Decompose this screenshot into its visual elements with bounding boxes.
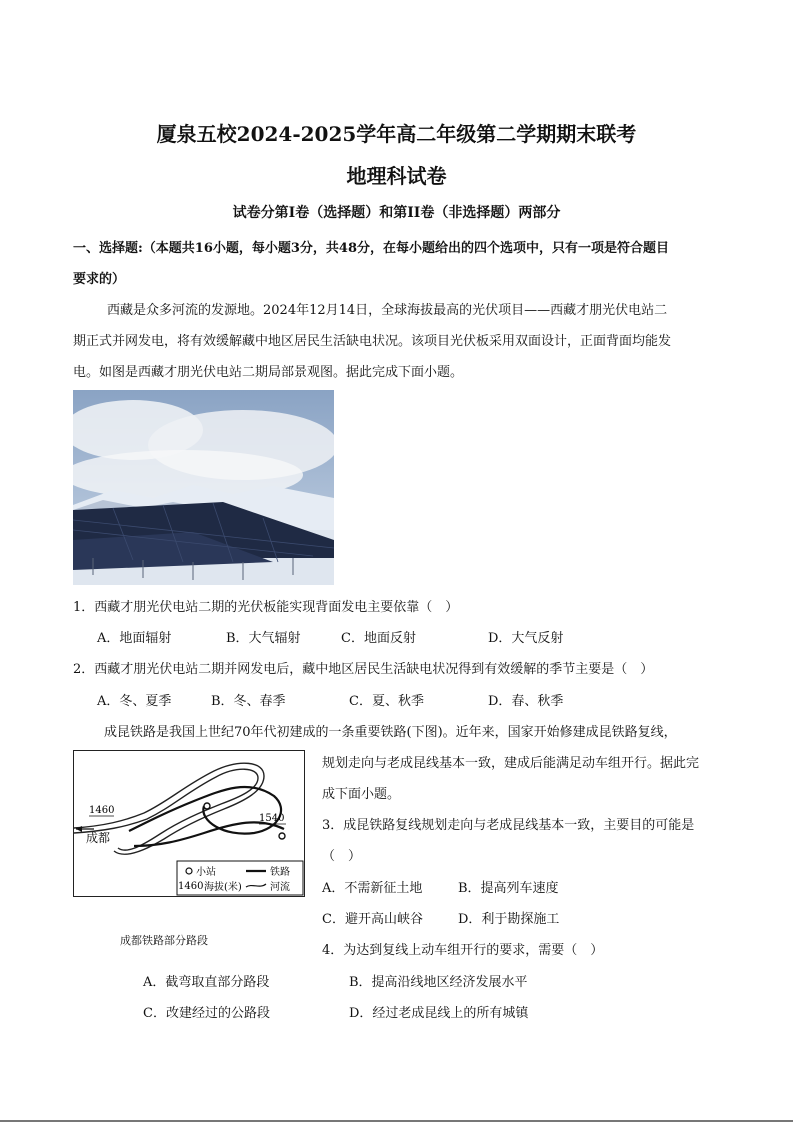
question-3-option-d[interactable]: D．利于勘探施工 — [458, 912, 560, 927]
passage1-line2: 期正式并网发电，将有效缓解藏中地区居民生活缺电状况。该项目光伏板采用双面设计，正面背面均能发 — [73, 334, 672, 349]
legend-elev-value: 1460 — [178, 881, 204, 892]
exam-title: 厦泉五校2024-2025学年高二年级第二学期期末联考 — [156, 122, 637, 146]
question-4-option-b[interactable]: B．提高沿线地区经济发展水平 — [349, 975, 528, 990]
question-2-stem: 2．西藏才朋光伏电站二期并网发电后，藏中地区居民生活缺电状况得到有效缓解的季节主要是（ ） — [73, 662, 654, 677]
exam-subject: 地理科试卷 — [346, 164, 447, 188]
station-marker — [204, 803, 210, 809]
question-3-option-a[interactable]: A．不需新征土地 — [322, 881, 423, 896]
map-city-label: 成都 — [86, 831, 111, 845]
legend-station: 小站 — [196, 867, 216, 878]
legend-elev: 海拔(米) — [204, 882, 242, 893]
map-elev-right: 1540 — [259, 813, 285, 824]
passage2-line1: 成昆铁路是我国上世纪70年代初建成的一条重要铁路(下图)。近年来，国家开始修建成昆铁路复线， — [104, 725, 677, 740]
legend-station-icon — [186, 868, 192, 874]
passage2-line2: 规划走向与老成昆线基本一致，建成后能满足动车组开行。据此完 — [322, 756, 700, 771]
question-1-option-b[interactable]: B．大气辐射 — [226, 631, 301, 646]
railway-map — [73, 750, 305, 897]
question-2-option-d[interactable]: D．春、秋季 — [488, 694, 564, 709]
question-4-option-a[interactable]: A．截弯取直部分路段 — [143, 975, 270, 990]
passage2-line3: 成下面小题。 — [322, 787, 401, 802]
solar-station-illustration — [73, 390, 334, 585]
question-1-option-c[interactable]: C．地面反射 — [341, 631, 416, 646]
legend-river: 河流 — [270, 882, 290, 893]
question-3-stem-line1: 3．成昆铁路复线规划走向与老成昆线基本一致，主要目的可能是 — [322, 818, 695, 833]
question-3-option-b[interactable]: B．提高列车速度 — [458, 881, 559, 896]
solar-station-photo — [73, 390, 334, 585]
question-3-stem-line2: （ ） — [322, 849, 362, 864]
railway-map-drawing — [74, 751, 304, 896]
passage1-line3: 电。如图是西藏才朋光伏电站二期局部景观图。据此完成下面小题。 — [73, 365, 464, 380]
question-1-option-d[interactable]: D．大气反射 — [488, 631, 564, 646]
map-caption: 成都铁路部分路段 — [120, 934, 208, 947]
section-heading-line2: 要求的） — [73, 272, 126, 287]
passage1-line1: 西藏是众多河流的发源地。2024年12月14日，全球海拔最高的光伏项目——西藏才朋光伏电站二 — [107, 303, 668, 318]
question-1-option-a[interactable]: A．地面辐射 — [97, 631, 172, 646]
question-2-option-b[interactable]: B．冬、春季 — [211, 694, 286, 709]
station-marker — [279, 833, 285, 839]
question-3-option-c[interactable]: C．避开高山峡谷 — [322, 912, 423, 927]
question-2-option-a[interactable]: A．冬、夏季 — [97, 694, 172, 709]
question-1-stem: 1．西藏才朋光伏电站二期的光伏板能实现背面发电主要依靠（ ） — [73, 600, 459, 615]
exam-note: 试卷分第Ⅰ卷（选择题）和第ⅠI卷（非选择题）两部分 — [232, 205, 561, 221]
question-4-option-d[interactable]: D．经过老成昆线上的所有城镇 — [349, 1006, 529, 1021]
map-elev-left: 1460 — [89, 805, 115, 816]
question-4-stem: 4．为达到复线上动车组开行的要求，需要（ ） — [322, 943, 604, 958]
legend-rail: 铁路 — [270, 867, 290, 878]
section-heading-line1: 一、选择题:（本题共16小题，每小题3分，共48分，在每小题给出的四个选项中，只有一项是符合题目 — [73, 241, 670, 256]
question-4-option-c[interactable]: C．改建经过的公路段 — [143, 1006, 270, 1021]
question-2-option-c[interactable]: C．夏、秋季 — [349, 694, 424, 709]
